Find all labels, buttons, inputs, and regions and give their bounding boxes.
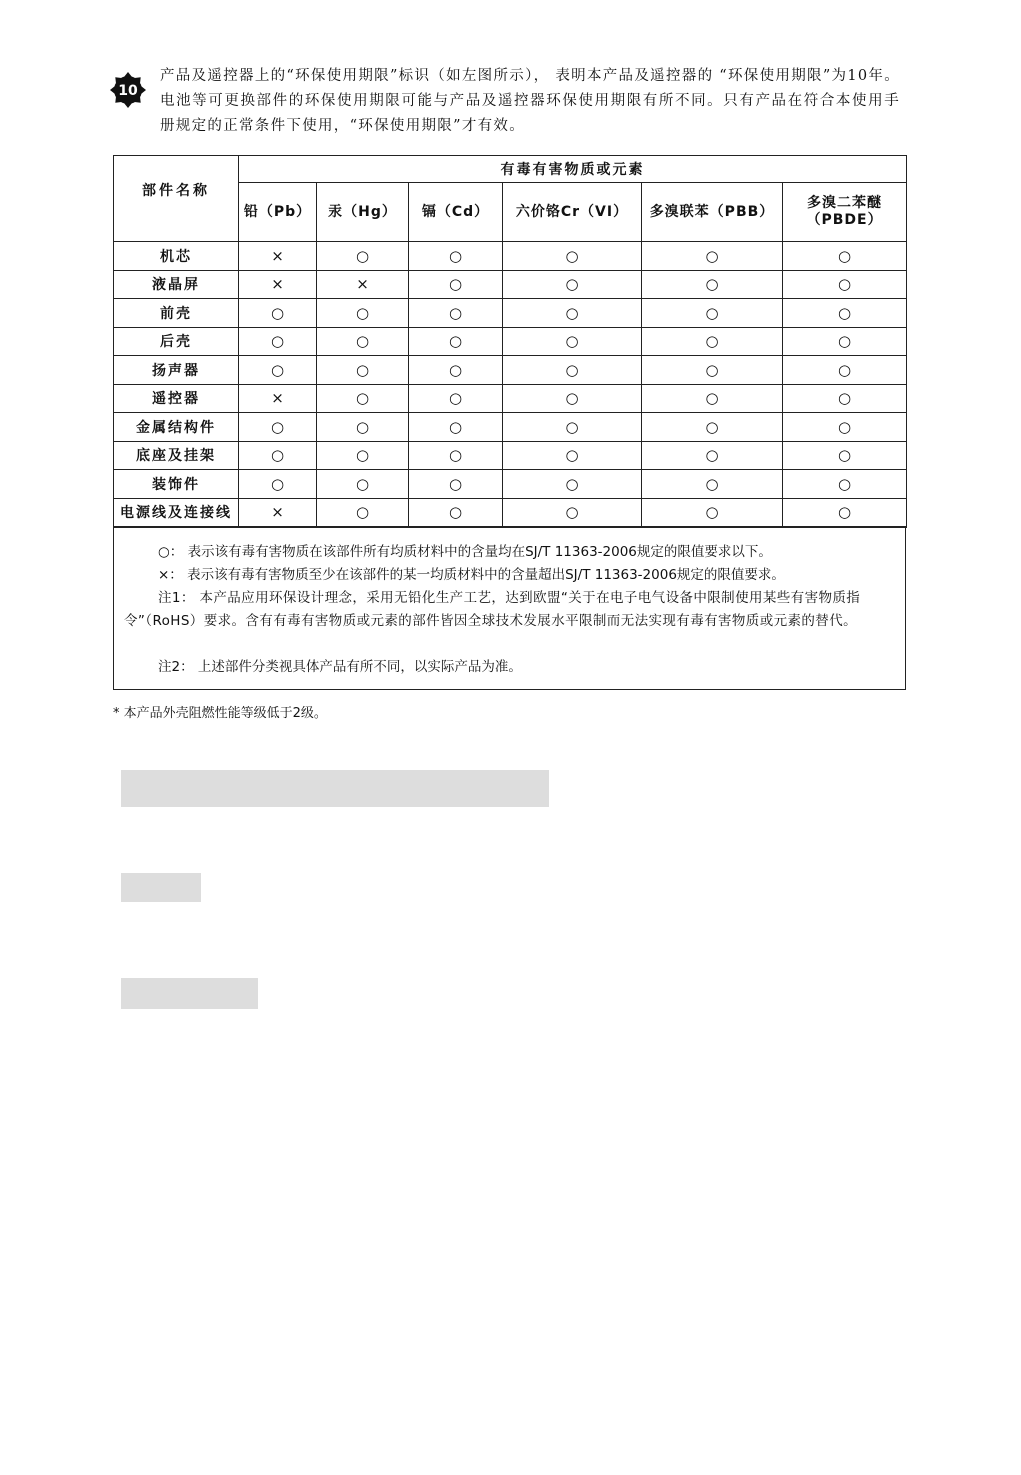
part-name-cell: 扬声器 xyxy=(114,356,239,385)
substance-mark-cell: ○ xyxy=(783,413,907,442)
table-row xyxy=(114,356,907,385)
substance-mark-cell: ○ xyxy=(317,470,409,499)
table-notes xyxy=(113,527,906,690)
environmental-protection-period-logo xyxy=(109,71,147,109)
note-1: 注1： 本产品应用环保设计理念，采用无铅化生产工艺，达到欧盟“关于在电子电气设备中限制使用某些有害物质指令”（RoHS）要求。含有有毒有害物质或元素的部件皆因全球技术发展水平限制而无法实现有毒有害物质或元素的替代。 xyxy=(124,590,861,629)
table-row xyxy=(114,327,907,356)
substance-mark-cell: × xyxy=(239,242,317,271)
table-row xyxy=(114,270,907,299)
part-name-cell: 后壳 xyxy=(114,327,239,356)
part-name-cell: 机芯 xyxy=(114,242,239,271)
substance-mark-cell: ○ xyxy=(503,299,642,328)
substance-mark-cell: ○ xyxy=(642,441,783,470)
substance-mark-cell: ○ xyxy=(642,384,783,413)
substance-mark-cell: ○ xyxy=(503,384,642,413)
part-name-cell: 金属结构件 xyxy=(114,413,239,442)
hazardous-substances-table xyxy=(113,155,907,528)
substance-mark-cell: ○ xyxy=(317,327,409,356)
substance-mark-cell: ○ xyxy=(783,441,907,470)
part-name-header: 部件名称 xyxy=(114,156,239,242)
substance-mark-cell: ○ xyxy=(642,356,783,385)
substance-mark-cell: ○ xyxy=(503,327,642,356)
table-row xyxy=(114,242,907,271)
part-name-cell: 遥控器 xyxy=(114,384,239,413)
substance-column-header: 汞（Hg） xyxy=(317,183,409,242)
substance-mark-cell: ○ xyxy=(642,242,783,271)
substance-mark-cell: ○ xyxy=(642,327,783,356)
table-row xyxy=(114,384,907,413)
substance-column-header: 铅（Pb） xyxy=(239,183,317,242)
redacted-label-bar-short xyxy=(121,873,201,902)
note-2: 注2： 上述部件分类视具体产品有所不同，以实际产品为准。 xyxy=(158,659,522,675)
substance-mark-cell: ○ xyxy=(642,413,783,442)
substance-mark-cell: ○ xyxy=(409,299,503,328)
substance-mark-cell: ○ xyxy=(409,242,503,271)
substance-mark-cell: ○ xyxy=(239,356,317,385)
substance-mark-cell: ○ xyxy=(409,470,503,499)
substance-mark-cell: × xyxy=(239,384,317,413)
part-name-cell: 装饰件 xyxy=(114,470,239,499)
substance-column-header: 多溴二苯醚（PBDE） xyxy=(783,183,907,242)
substance-mark-cell: ○ xyxy=(503,498,642,527)
substance-column-header: 镉（Cd） xyxy=(409,183,503,242)
substance-mark-cell: ○ xyxy=(239,413,317,442)
substance-mark-cell: ○ xyxy=(409,327,503,356)
substance-mark-cell: ○ xyxy=(642,498,783,527)
substance-mark-cell: ○ xyxy=(409,384,503,413)
substance-mark-cell: ○ xyxy=(409,498,503,527)
substance-mark-cell: ○ xyxy=(783,356,907,385)
substance-mark-cell: ○ xyxy=(409,356,503,385)
flame-retardancy-note: * 本产品外壳阻燃性能等级低于2级。 xyxy=(113,706,327,721)
table-row xyxy=(114,441,907,470)
substance-mark-cell: ○ xyxy=(317,441,409,470)
substance-mark-cell: ○ xyxy=(503,356,642,385)
cross-mark-note: ×： 表示该有毒有害物质至少在该部件的某一均质材料中的含量超出SJ/T 11363-2006规定的限值要求。 xyxy=(158,567,785,583)
table-row xyxy=(114,299,907,328)
substance-mark-cell: ○ xyxy=(317,498,409,527)
substance-mark-cell: ○ xyxy=(783,498,907,527)
substance-mark-cell: ○ xyxy=(317,356,409,385)
substance-mark-cell: × xyxy=(317,270,409,299)
substance-mark-cell: ○ xyxy=(503,242,642,271)
substance-mark-cell: × xyxy=(239,270,317,299)
substance-mark-cell: ○ xyxy=(783,270,907,299)
part-name-cell: 液晶屏 xyxy=(114,270,239,299)
substance-mark-cell: ○ xyxy=(783,299,907,328)
redacted-heading-bar xyxy=(121,770,549,807)
redacted-label-bar xyxy=(121,978,258,1009)
substance-mark-cell: ○ xyxy=(317,299,409,328)
substance-column-header: 六价铬Cr（VI） xyxy=(503,183,642,242)
table-row xyxy=(114,498,907,527)
part-name-cell: 电源线及连接线 xyxy=(114,498,239,527)
part-name-cell: 底座及挂架 xyxy=(114,441,239,470)
logo-years-label: 10 xyxy=(118,83,138,99)
part-name-cell: 前壳 xyxy=(114,299,239,328)
substances-group-header: 有毒有害物质或元素 xyxy=(239,156,907,183)
substance-mark-cell: ○ xyxy=(409,413,503,442)
substance-mark-cell: ○ xyxy=(642,299,783,328)
substance-mark-cell: ○ xyxy=(317,413,409,442)
substance-mark-cell: ○ xyxy=(783,470,907,499)
table-row xyxy=(114,470,907,499)
substance-column-header: 多溴联苯（PBB） xyxy=(642,183,783,242)
substance-mark-cell: ○ xyxy=(239,299,317,328)
substance-mark-cell: ○ xyxy=(503,270,642,299)
substance-mark-cell: ○ xyxy=(317,384,409,413)
substance-mark-cell: ○ xyxy=(503,413,642,442)
substance-mark-cell: ○ xyxy=(317,242,409,271)
substance-mark-cell: ○ xyxy=(642,470,783,499)
circle-mark-note: ○： 表示该有毒有害物质在该部件所有均质材料中的含量均在SJ/T 11363-2006规定的限值要求以下。 xyxy=(158,544,772,560)
substance-mark-cell: ○ xyxy=(409,270,503,299)
substance-mark-cell: × xyxy=(239,498,317,527)
substance-mark-cell: ○ xyxy=(783,384,907,413)
substance-mark-cell: ○ xyxy=(783,242,907,271)
substance-mark-cell: ○ xyxy=(239,441,317,470)
substance-mark-cell: ○ xyxy=(239,327,317,356)
substance-mark-cell: ○ xyxy=(503,470,642,499)
substance-mark-cell: ○ xyxy=(503,441,642,470)
substance-mark-cell: ○ xyxy=(783,327,907,356)
substance-mark-cell: ○ xyxy=(642,270,783,299)
intro-paragraph: 产品及遥控器上的“环保使用期限”标识（如左图所示）， 表明本产品及遥控器的 “环保使用期限”为10年。电池等可更换部件的环保使用期限可能与产品及遥控器环保使用期限有所不同。只有产品在符合本使用手册规定的正常条件下使用，“环保使用期限”才有效。 xyxy=(160,68,900,134)
substance-mark-cell: ○ xyxy=(409,441,503,470)
table-row xyxy=(114,413,907,442)
substance-mark-cell: ○ xyxy=(239,470,317,499)
